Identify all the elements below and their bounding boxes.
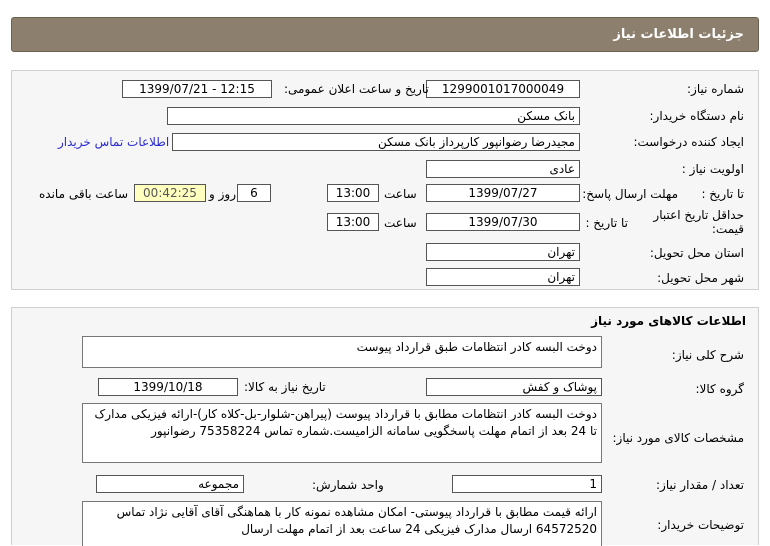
group-field: پوشاک و کفش (426, 378, 602, 396)
days-label: روز و (209, 187, 236, 201)
specs-field: دوخت البسه کادر انتظامات مطابق با قرارداد پیوست (پیراهن-شلوار-بل-کلاه کار)-ارائه فیزیکی مدارک تا 24 بعد از اتمام مهلت پاسخگویی سامانه الزامیست.شماره تماس 75358224 رضوانپور (82, 403, 602, 463)
province-field: تهران (426, 243, 580, 261)
buyer-org-field: بانک مسکن (167, 107, 580, 125)
remaining-label: ساعت باقی مانده (39, 187, 129, 201)
summary-field: دوخت البسه کادر انتظامات طبق قرارداد پیوست (82, 336, 602, 368)
notes-field: ارائه قیمت مطابق با قرارداد پیوستی- امکان مشاهده نمونه کار با هماهنگی آقای آقایی نژاد تماس 64572520 ارسال مدارک فیزیکی 24 ساعت بعد از اتمام مهلت ارسال (82, 501, 602, 546)
buyer-contact-link[interactable]: اطلاعات تماس خریدار (58, 135, 170, 149)
need-date-field: 1399/10/18 (98, 378, 238, 396)
need-date-label: تاریخ نیاز به کالا: (244, 380, 326, 394)
qty-label: تعداد / مقدار نیاز: (656, 478, 744, 492)
creator-field: مجیدرضا رضوانپور کارپرداز بانک مسکن (172, 133, 580, 151)
days-field: 6 (237, 184, 271, 202)
specs-label: مشخصات کالای مورد نیاز: (612, 431, 744, 445)
reply-date-field: 1399/07/27 (426, 184, 580, 202)
validity-label (652, 208, 744, 236)
city-label: شهر محل تحویل: (657, 271, 744, 285)
goods-panel (11, 307, 759, 545)
remaining-time-field: 00:42:25 (134, 184, 206, 202)
summary-label: شرح کلی نیاز: (671, 348, 744, 362)
validity-time-field: 13:00 (327, 213, 379, 231)
creator-label: ایجاد کننده درخواست: (633, 135, 744, 149)
reply-to-date-label: تا تاریخ : (701, 187, 744, 201)
page-title: جزئیات اطلاعات نیاز (613, 27, 744, 42)
priority-field: عادی (426, 160, 580, 178)
need-number-label: شماره نیاز: (687, 82, 744, 96)
validity-to-date-label: تا تاریخ : (585, 216, 628, 230)
reply-deadline-label: مهلت ارسال پاسخ: (582, 187, 678, 201)
need-number-field: 1299001017000049 (426, 80, 580, 98)
announce-label: تاریخ و ساعت اعلان عمومی: (284, 82, 429, 96)
reply-time-label: ساعت (384, 187, 417, 201)
unit-label: واحد شمارش: (312, 478, 384, 492)
city-field: تهران (426, 268, 580, 286)
validity-time-label: ساعت (384, 216, 417, 230)
unit-field: مجموعه (96, 475, 244, 493)
goods-section-title: اطلاعات کالاهای مورد نیاز (591, 314, 746, 328)
reply-time-field: 13:00 (327, 184, 379, 202)
need-info-panel (11, 70, 759, 290)
group-label: گروه کالا: (695, 382, 744, 396)
qty-field: 1 (452, 475, 602, 493)
validity-date-field: 1399/07/30 (426, 213, 580, 231)
notes-label: توضیحات خریدار: (657, 518, 744, 532)
province-label: استان محل تحویل: (649, 246, 744, 260)
validity-label-text: حداقل تاریخ اعتبار قیمت: (653, 208, 744, 236)
announce-field: 1399/07/21 - 12:15 (122, 80, 272, 98)
priority-label: اولویت نیاز : (681, 162, 744, 176)
buyer-org-label: نام دستگاه خریدار: (649, 109, 744, 123)
page-header (11, 17, 759, 52)
